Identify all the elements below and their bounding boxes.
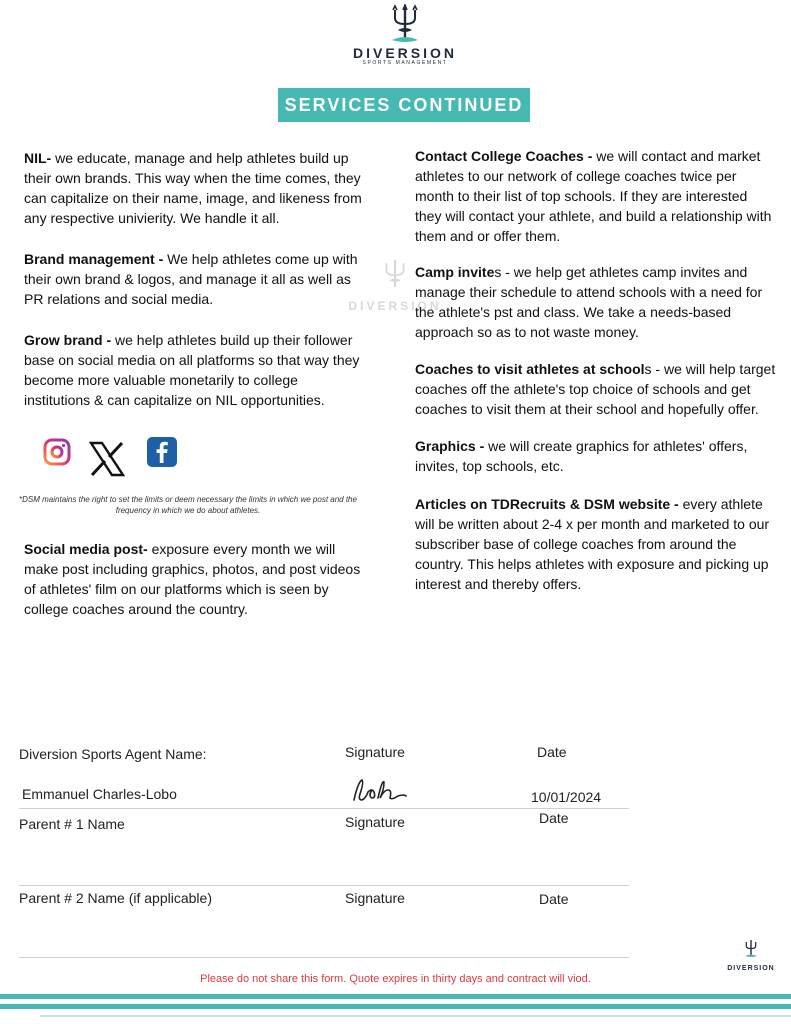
service-description: we educate, manage and help athletes build up their own brands. This way when the time comes, they can capitalize on their name, image, and likeness from any respective univierity. We handle it all. (24, 150, 362, 226)
service-heading: Contact College Coaches - (415, 148, 593, 164)
agent-name-label: Diversion Sports Agent Name: (19, 746, 207, 762)
service-heading: NIL- (24, 150, 52, 166)
service-heading: Graphics - (415, 438, 485, 454)
service-grow-brand (24, 330, 364, 410)
date-label: Date (537, 744, 567, 760)
service-social-media-post (24, 539, 364, 619)
agent-signature (350, 776, 410, 811)
instagram-icon (43, 438, 71, 471)
facebook-icon (147, 437, 177, 472)
service-description: every athlete will be written about 2-4 x per month and marketed to our subscriber base of college coaches from around the country. This helps athletes with exposure and picking up interest and thereby offers. (415, 496, 770, 592)
service-graphics (415, 436, 777, 476)
service-camp-invites (415, 262, 781, 342)
service-heading: Articles on TDRecruits & DSM website - (415, 496, 679, 512)
trident-icon (388, 4, 422, 46)
date-label: Date (539, 810, 569, 826)
divider (19, 885, 629, 886)
handwritten-signature (350, 776, 410, 806)
signature-label: Signature (345, 814, 405, 830)
service-contact-coaches (415, 146, 777, 246)
social-disclaimer: *DSM maintains the right to set the limits or deem necessary the limits in which we post and the frequency in which we do about athletes. (19, 495, 357, 515)
service-heading: Brand management - (24, 251, 164, 267)
section-title-banner: SERVICES CONTINUED (278, 88, 530, 122)
agent-name-value: Emmanuel Charles-Lobo (22, 786, 177, 802)
logo-tagline: SPORTS MANAGEMENT (362, 60, 448, 66)
service-description: s - we help get athletes camp invites and manage their schedule to attend schools with a need for the athlete's pst and class. We take a needs-based approach so as to not waste money. (415, 264, 763, 340)
service-heading: Social media post- (24, 541, 148, 557)
service-heading: Camp invite (415, 264, 495, 280)
agent-date-value: 10/01/2024 (531, 789, 602, 805)
service-nil (24, 148, 364, 228)
service-articles (415, 494, 777, 594)
footer-stripe (0, 994, 791, 999)
service-brand-management (24, 249, 364, 309)
footer-logo-word: DIVERSION (727, 965, 775, 972)
footer-logo (718, 938, 784, 973)
trident-icon (380, 258, 410, 294)
signature-label: Signature (345, 890, 405, 906)
date-label: Date (539, 891, 569, 907)
service-description: exposure every month we will make post including graphics, photos, and post videos of athletes' film on our platforms which is seen by college coaches around the country. (24, 541, 361, 617)
signature-label: Signature (345, 744, 405, 760)
service-heading: Grow brand - (24, 332, 112, 348)
service-description: We help athletes come up with their own brand & logos, and manage it all as well as PR relations and social media. (24, 251, 358, 307)
service-heading: Coaches to visit athletes at school (415, 361, 645, 377)
parent1-name-label: Parent # 1 Name (19, 816, 125, 832)
divider (19, 808, 629, 809)
service-description: s - we will help target coaches off the athlete's top choice of schools and get coaches to visit them at their school and hopefully offer. (415, 361, 776, 417)
x-icon (88, 440, 126, 483)
watermark-logo: DIVERSION (340, 258, 450, 318)
footer-stripe (40, 1015, 791, 1017)
service-coach-visits (415, 359, 777, 419)
footer-stripe (0, 1004, 791, 1009)
service-description: we will create graphics for athletes' offers, invites, top schools, etc. (415, 438, 748, 474)
diversion-logo (340, 4, 470, 74)
logo-wordmark: DIVERSION (352, 45, 457, 61)
trident-icon (743, 938, 759, 960)
divider (19, 957, 629, 958)
service-description: we help athletes build up their follower base on social media on all platforms so that way they become more valuable monetarily to college institutions & can capitalize on NIL opportunities. (24, 332, 360, 408)
parent2-name-label: Parent # 2 Name (if applicable) (19, 890, 212, 906)
footer-warning: Please do not share this form. Quote expires in thirty days and contract will viod. (200, 973, 591, 985)
service-description: we will contact and market athletes to our network of college coaches twice per month to their list of top schools. If they are interested they will contact your athlete, and build a relationship with them and or offer them. (415, 148, 772, 244)
